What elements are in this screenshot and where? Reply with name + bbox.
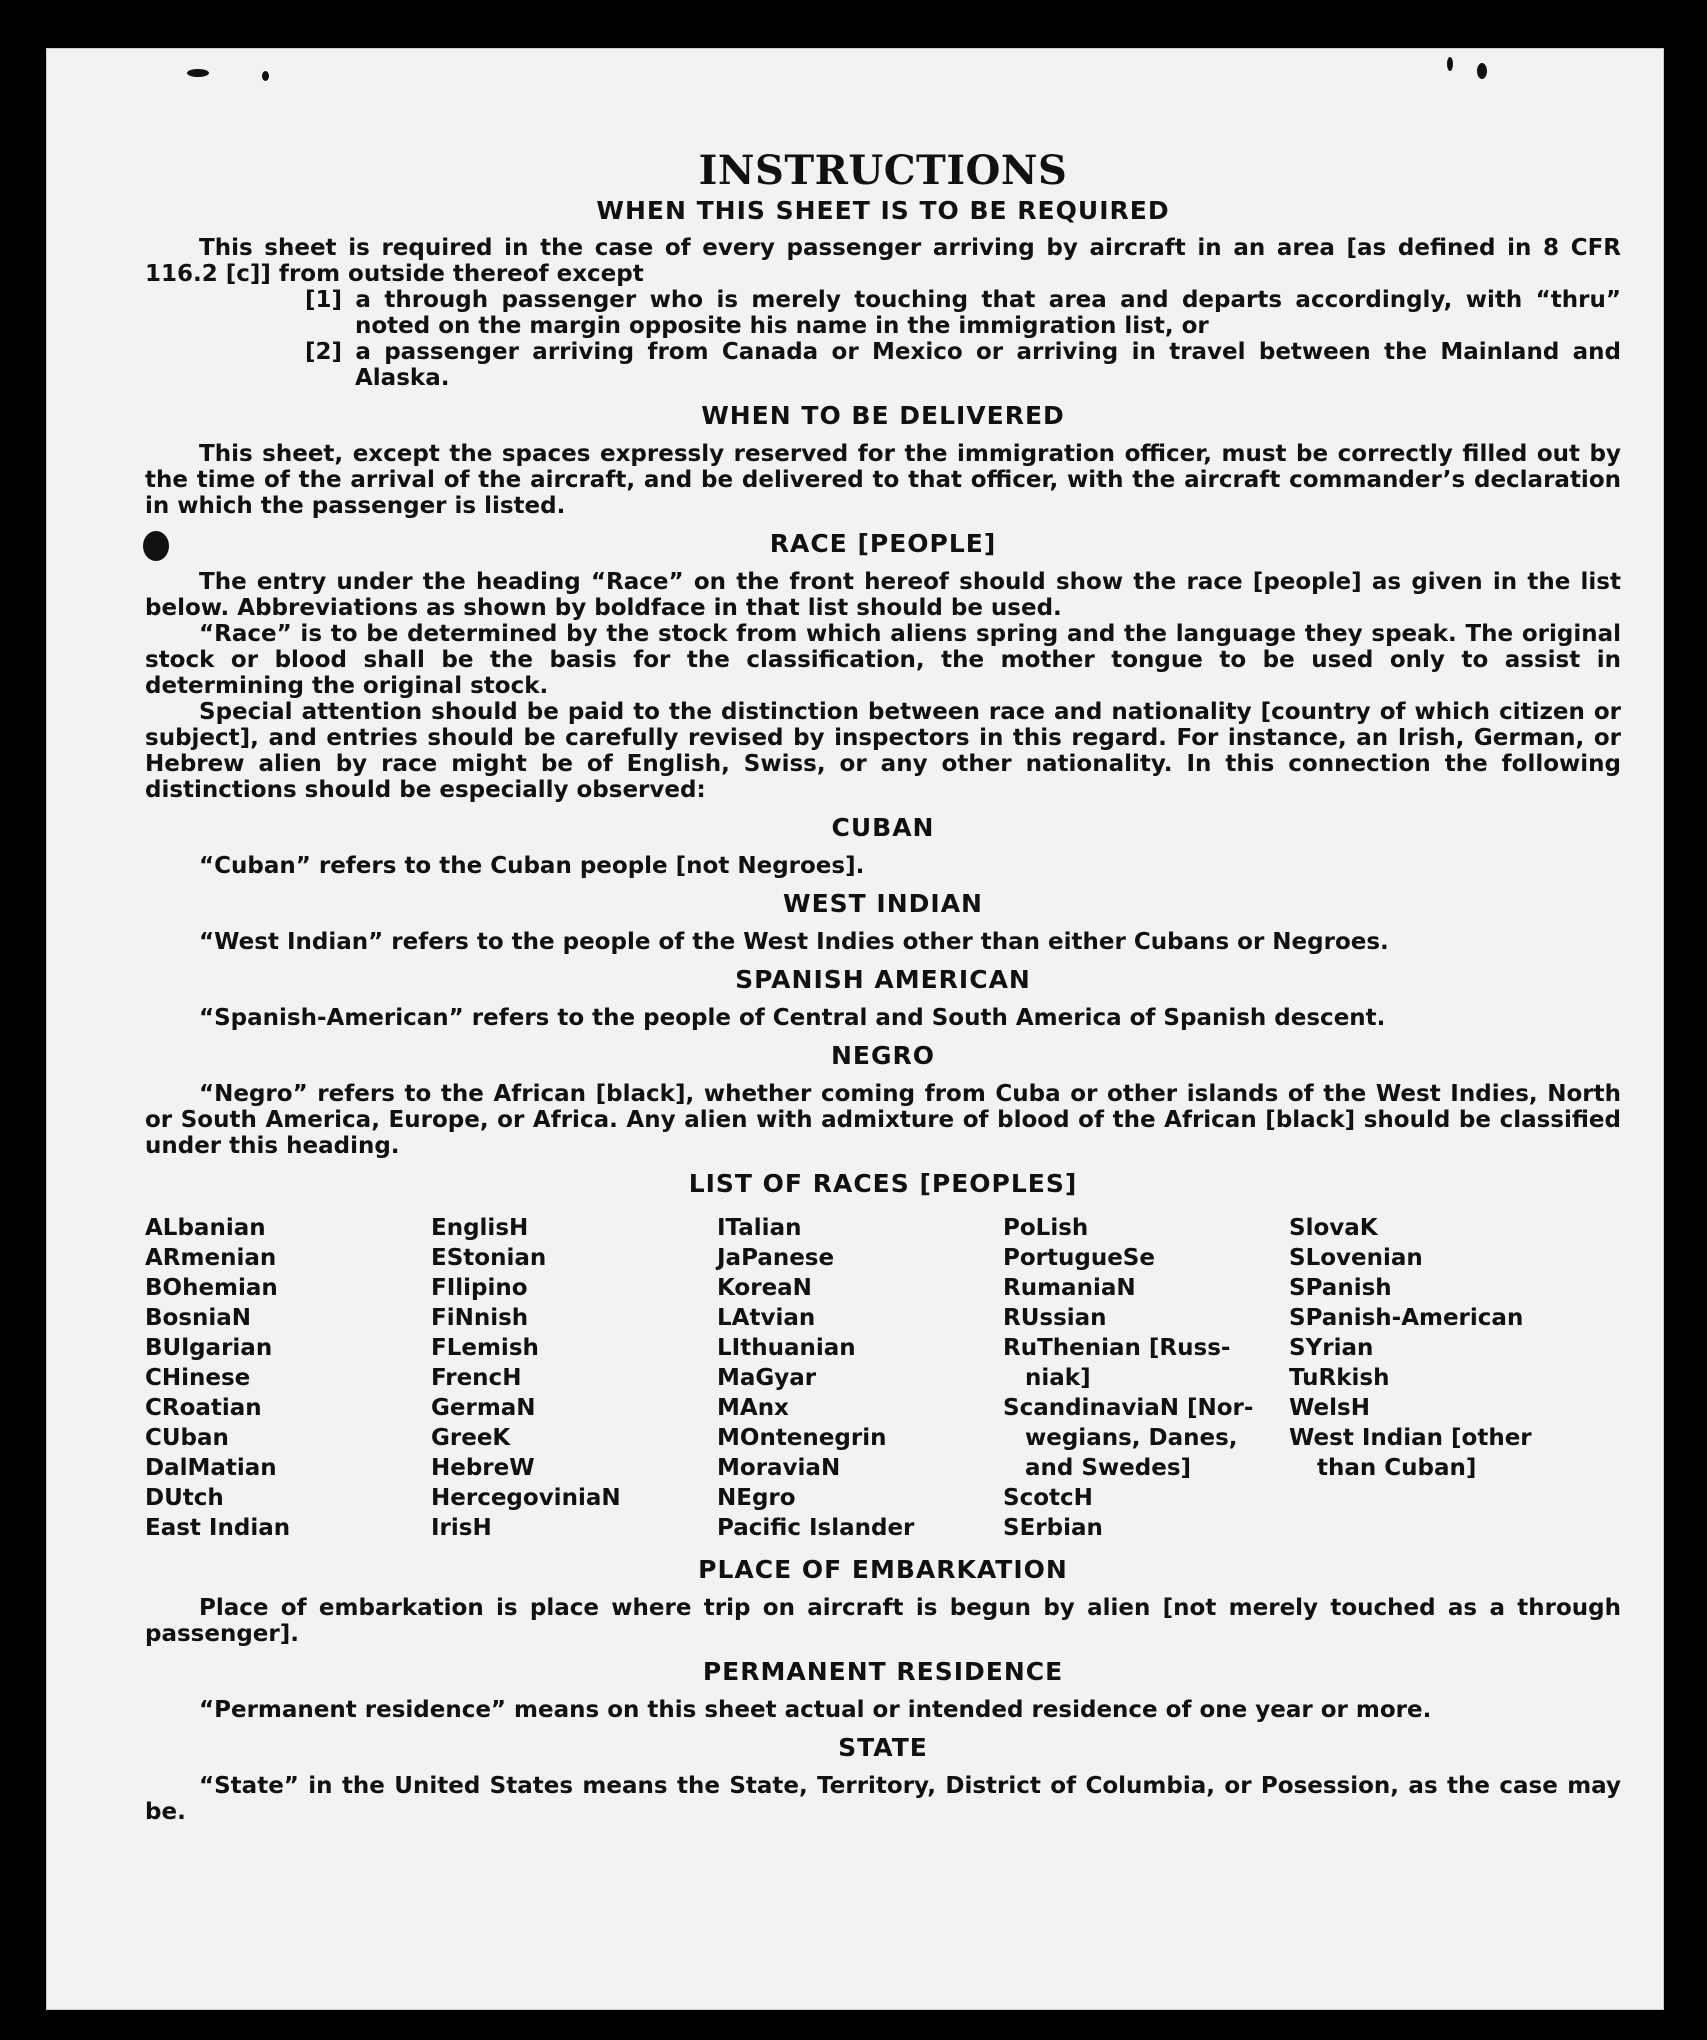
race-item: MoraviaN — [717, 1455, 841, 1481]
ink-speck — [187, 69, 209, 77]
when-required-item-1: [1] a through passenger who is merely touching that area and departs accordingly, with “thru” noted on the margin opposite his name in the immigration list, or — [305, 287, 1621, 339]
races-column-2 — [431, 1213, 717, 1543]
race-item: BUlgarian — [145, 1335, 273, 1361]
race-item: BosniaN — [145, 1305, 252, 1331]
negro-text: “Negro” refers to the African [black], whether coming from Cuba or other islands of the West Indies, North or South America, Europe, or Africa. Any alien with admixture of blood of the African [black] should be classified under this heading. — [145, 1081, 1621, 1159]
race-item: MOntenegrin — [717, 1425, 887, 1451]
race-item: SLovenian — [1289, 1245, 1423, 1271]
race-item: CUban — [145, 1425, 229, 1451]
race-item: EnglisH — [431, 1215, 529, 1241]
race-item: FrencH — [431, 1365, 522, 1391]
race-item: PoLish — [1003, 1215, 1089, 1241]
race-item: FIlipino — [431, 1275, 528, 1301]
heading-when-delivered: WHEN TO BE DELIVERED — [701, 401, 1065, 430]
race-item: and Swedes] — [1025, 1455, 1192, 1481]
ink-speck — [1477, 63, 1487, 79]
state-text: “State” in the United States means the State, Territory, District of Columbia, or Posession, as the case may be. — [145, 1773, 1621, 1825]
race-item: HercegoviniaN — [431, 1485, 621, 1511]
race-item: FiNnish — [431, 1305, 529, 1331]
race-item: MAnx — [717, 1395, 789, 1421]
race-item: LIthuanian — [717, 1335, 856, 1361]
race-item: RumaniaN — [1003, 1275, 1136, 1301]
races-column-4 — [1003, 1213, 1289, 1543]
race-item: NEgro — [717, 1485, 796, 1511]
heading-list-of-races: LIST OF RACES [PEOPLES] — [688, 1169, 1078, 1198]
races-list — [145, 1213, 1621, 1543]
race-item: EStonian — [431, 1245, 547, 1271]
race-item: SPanish — [1289, 1275, 1392, 1301]
race-item: ScandinaviaN [Nor- — [1003, 1395, 1254, 1421]
race-item: SPanish-American — [1289, 1305, 1524, 1331]
race-item: RuThenian [Russ- — [1003, 1335, 1231, 1361]
races-column-3 — [717, 1213, 1003, 1543]
spanish-american-text: “Spanish-American” refers to the people of Central and South America of Spanish descent. — [199, 1005, 1386, 1031]
races-column-5 — [1289, 1213, 1621, 1543]
heading-when-required: WHEN THIS SHEET IS TO BE REQUIRED — [596, 196, 1170, 225]
race-paragraph-3: Special attention should be paid to the distinction between race and nationality [country of which citizen or subject], and entries should be carefully revised by inspectors in this regard. For instance, an Irish, German, or Hebrew alien by race might be of English, Swiss, or any other nationality. In this connection the following distinctions should be especially observed: — [145, 699, 1621, 803]
page-title: INSTRUCTIONS — [698, 147, 1068, 194]
races-column-1 — [145, 1213, 431, 1543]
race-item: ALbanian — [145, 1215, 266, 1241]
race-item: HebreW — [431, 1455, 535, 1481]
race-item: East Indian — [145, 1515, 291, 1541]
cuban-text: “Cuban” refers to the Cuban people [not Negroes]. — [199, 853, 865, 879]
race-item: MaGyar — [717, 1365, 817, 1391]
race-paragraph-2: “Race” is to be determined by the stock from which aliens spring and the language they speak. The original stock or blood shall be the basis for the classification, the mother tongue to be used only to assist in determining the original stock. — [145, 621, 1621, 699]
race-item: JaPanese — [717, 1245, 835, 1271]
race-item: ITalian — [717, 1215, 802, 1241]
embarkation-text: Place of embarkation is place where trip on aircraft is begun by alien [not merely touched as a through passenger]. — [145, 1595, 1621, 1647]
race-item: DUtch — [145, 1485, 224, 1511]
heading-cuban: CUBAN — [831, 813, 935, 842]
instructions-content — [145, 149, 1621, 1825]
race-item: SYrian — [1289, 1335, 1374, 1361]
race-item: FLemish — [431, 1335, 539, 1361]
heading-race: RACE [PEOPLE] — [769, 529, 997, 558]
race-item: Pacific Islander — [717, 1515, 915, 1541]
heading-spanish-american: SPANISH AMERICAN — [735, 965, 1031, 994]
race-item: IrisH — [431, 1515, 492, 1541]
west-indian-text: “West Indian” refers to the people of the West Indies other than either Cubans or Negroes. — [199, 929, 1389, 955]
race-item: WelsH — [1289, 1395, 1370, 1421]
race-paragraph-1: The entry under the heading “Race” on the front hereof should show the race [people] as given in the list below. Abbreviations as shown by boldface in that list should be used. — [145, 569, 1621, 621]
race-item: TuRkish — [1289, 1365, 1390, 1391]
race-item: SlovaK — [1289, 1215, 1378, 1241]
permanent-residence-text: “Permanent residence” means on this sheet actual or intended residence of one year or more. — [199, 1697, 1432, 1723]
race-item: CRoatian — [145, 1395, 262, 1421]
race-item: DalMatian — [145, 1455, 277, 1481]
race-item: PortugueSe — [1003, 1245, 1155, 1271]
heading-west-indian: WEST INDIAN — [783, 889, 983, 918]
race-item: LAtvian — [717, 1305, 816, 1331]
ink-speck — [262, 71, 269, 81]
race-item: CHinese — [145, 1365, 251, 1391]
race-item: niak] — [1025, 1365, 1091, 1391]
heading-state: STATE — [838, 1733, 928, 1762]
ink-speck — [1447, 57, 1453, 71]
heading-embarkation: PLACE OF EMBARKATION — [698, 1555, 1068, 1584]
race-item: KoreaN — [717, 1275, 812, 1301]
race-item: than Cuban] — [1317, 1455, 1477, 1481]
heading-negro: NEGRO — [830, 1041, 936, 1070]
race-item: wegians, Danes, — [1025, 1425, 1238, 1451]
race-item: GreeK — [431, 1425, 511, 1451]
heading-permanent-residence: PERMANENT RESIDENCE — [702, 1657, 1064, 1686]
race-item: ARmenian — [145, 1245, 277, 1271]
race-item: BOhemian — [145, 1275, 278, 1301]
race-item: GermaN — [431, 1395, 536, 1421]
when-required-intro: This sheet is required in the case of every passenger arriving by aircraft in an area [as defined in 8 CFR 116.2 [c]] from outside thereof except — [145, 235, 1621, 287]
race-item: West Indian [other — [1289, 1425, 1532, 1451]
race-item: RUssian — [1003, 1305, 1107, 1331]
race-item: ScotcH — [1003, 1485, 1093, 1511]
document-page — [46, 48, 1664, 2010]
when-required-item-2: [2] a passenger arriving from Canada or Mexico or arriving in travel between the Mainland and Alaska. — [305, 339, 1621, 391]
race-item: SErbian — [1003, 1515, 1103, 1541]
when-delivered-text: This sheet, except the spaces expressly reserved for the immigration officer, must be correctly filled out by the time of the arrival of the aircraft, and be delivered to that officer, with the aircraft commander’s declaration in which the passenger is listed. — [145, 441, 1621, 519]
